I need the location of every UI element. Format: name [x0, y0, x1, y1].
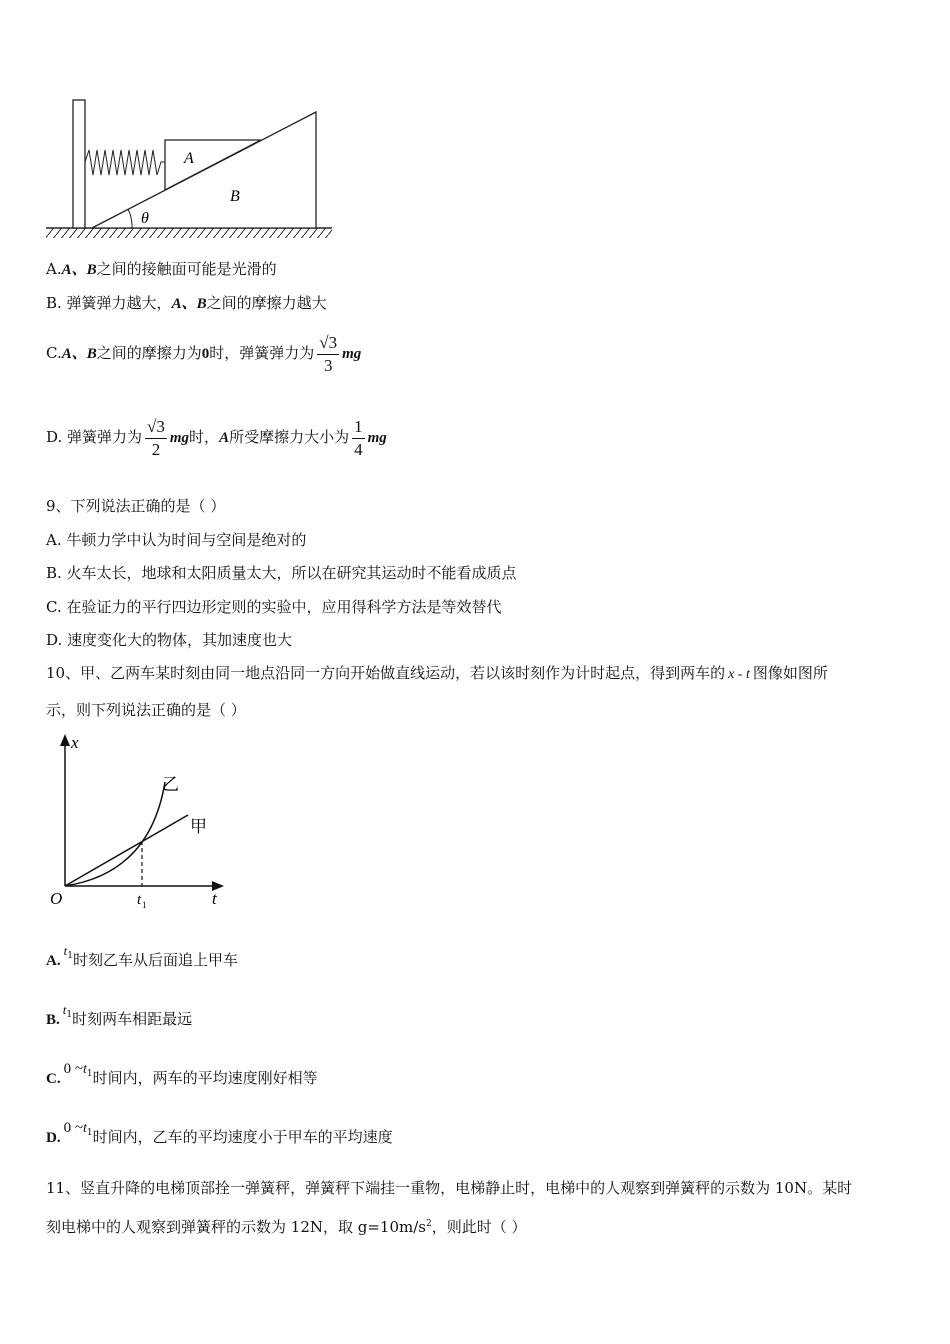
- q9-option-a: A. 牛顿力学中认为时间与空间是绝对的: [46, 531, 307, 549]
- x-axis-label: x: [71, 733, 79, 752]
- q10-option-d: D.0 $\sim t^1$时间内，乙车的平均速度小于甲车的平均速度: [46, 1120, 393, 1146]
- q10-option-a: $A.t^1$时刻乙车从后面追上甲车: [46, 943, 238, 969]
- t1-subscript: 1: [142, 900, 147, 910]
- yi-label: 乙: [162, 775, 179, 794]
- q8-option-b: B. 弹簧弹力越大，A、B之间的摩擦力越大: [46, 294, 327, 312]
- jia-label: 甲: [190, 817, 207, 836]
- wall: [73, 100, 85, 228]
- q10-option-c: C.0 $\sim t^1$时间内，两车的平均速度刚好相等: [46, 1061, 318, 1087]
- t1-label: t: [137, 892, 142, 908]
- q10-stem-line1: 10、甲、乙两车某时刻由同一地点沿同一方向开始做直线运动，若以该时刻作为计时起点，得到两车的 x - t 图像如图所: [46, 664, 828, 682]
- q9-option-b: B. 火车太长，地球和太阳质量太大，所以在研究其运动时不能看成质点: [46, 564, 517, 582]
- ground-hatch: [46, 228, 332, 238]
- label-b: B: [230, 188, 240, 205]
- q10-stem-line2: 示，则下列说法正确的是（ ）: [46, 701, 246, 719]
- x-axis-arrow: [60, 734, 70, 746]
- q9-option-d: D. 速度变化大的物体，其加速度也大: [46, 631, 293, 649]
- fraction-1-over-4: $\frac{1}{4}$: [354, 416, 363, 459]
- q9-option-c: C. 在验证力的平行四边形定则的实验中，应用得科学方法是等效替代: [46, 598, 502, 616]
- origin-label: O: [50, 889, 63, 908]
- fraction-sqrt3-over-3: $\frac{√3}{3}$: [319, 332, 338, 375]
- fraction-sqrt3-over-2: $\frac{√3}{2}$: [147, 416, 165, 459]
- jia-line: [65, 815, 188, 886]
- q11-stem-line2: 刻电梯中的人观察到弹簧秤的示数为 12N，取 $g=10m/s^2$，则此时（ ）: [46, 1218, 527, 1236]
- q9-stem: 9、下列说法正确的是（ ）: [46, 497, 226, 515]
- label-theta: θ: [141, 210, 149, 227]
- t-axis-label: t: [212, 889, 217, 908]
- q11-stem-line1: 11、竖直升降的电梯顶部拴一弹簧秤，弹簧秤下端挂一重物，电梯静止时，电梯中的人观察到弹簧秤的示数为 10N。某时: [46, 1179, 853, 1197]
- spring: [85, 150, 165, 175]
- q8-option-c: C.A、B之间的摩擦力为0时，弹簧弹力为 $\frac{√3}{3}$ mg: [46, 332, 362, 375]
- q10-option-b: $B.t^1$时刻两车相距最远: [46, 1002, 193, 1028]
- q8-option-d: D. 弹簧弹力为 $\frac{√3}{2}$ mg时，A所受摩擦力大小为 $\frac{1}{4}$ mg: [46, 416, 387, 459]
- spring-incline-figure: [40, 95, 340, 245]
- yi-curve: [65, 782, 165, 886]
- xt-graph: [40, 728, 240, 913]
- q8-option-a: A.A、B之间的接触面可能是光滑的: [46, 260, 277, 278]
- label-a: A: [184, 150, 194, 167]
